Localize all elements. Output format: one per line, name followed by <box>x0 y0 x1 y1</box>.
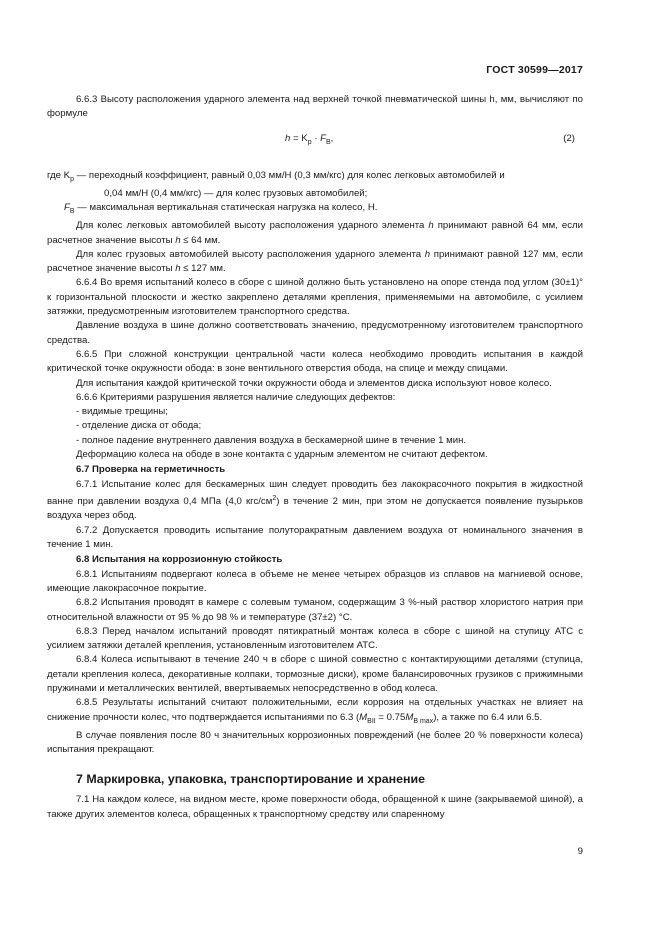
list-item: - отделение диска от обода; <box>76 420 202 432</box>
para-6-6-6: 6.6.6 Критериями разрушения является наличие следующих дефектов: <box>76 391 396 403</box>
para-6-6-5: 6.6.5 При сложной конструкции центральной части колеса необходимо проводить испытания в каждой критической точке окружности обода: в зоне вентильного отверстия обода, на спице и между спицами. <box>47 348 583 375</box>
document-body <box>47 93 583 822</box>
list-item: - полное падение внутреннего давления воздуха в бескамерной шине в течение 1 мин. <box>76 434 467 446</box>
para-6-8-3: 6.8.3 Перед началом испытаний проводят пятикратный монтаж колеса в сборе с шиной на ступицу АТС с усилием затяжки деталей крепления, установленным изготовителем АТС. <box>47 625 583 652</box>
para-6-7-1: 6.7.1 Испытание колес для бескамерных шин следует проводить без лакокрасочного покрытия в жидкостной ванне при давлении воздуха 0,4 МПа (4,0 кгс/$см^2$) в течение 2 мин, при этом не допускается появление пузырьков воздуха через обод. <box>47 478 583 522</box>
where-kp-cont: 0,04 мм/Н (0,4 мм/кгс) — для колес грузовых автомобилей; <box>104 187 368 199</box>
formula-2 <box>47 128 583 166</box>
para-6-8-6: В случае появления после 80 ч значительных коррозионных повреждений (не более 20 % поверхности колеса) испытания прекращают. <box>47 729 583 756</box>
para-6-7-2: 6.7.2 Допускается проводить испытание полуторакратным давлением воздуха от номинального значения в течение 1 мин. <box>47 524 583 551</box>
para-cars: Для колес легковых автомобилей высоту расположения ударного элемента h принимают равной 64 мм, если расчетное значение высоты h ≤ 64 мм. <box>47 220 583 246</box>
list-item: - видимые трещины; <box>76 406 168 418</box>
para-6-8-5: 6.8.5 Результаты испытаний считают положительными, если коррозия на отдельных участках не влияет на снижение прочности колес, что подтверждается испытаниями по 6.3 $(M_{BII} = 0.75M_{B max})$, а также по 6.4 или 6.5. <box>47 697 583 725</box>
where-fb: $F_В$ — максимальная вертикальная статическая нагрузка на колесо, Н. <box>64 202 378 215</box>
para-6-8-1: 6.8.1 Испытаниям подвергают колеса в объеме не менее четырех образцов из сплавов на магниевой основе, имеющие лакокрасочное покрытие. <box>47 568 583 594</box>
standard-code: ГОСТ 30599—2017 <box>486 64 583 76</box>
para-6-6-3: 6.6.3 Высоту расположения ударного элемента над верхней точкой пневматической шины h, мм, вычисляют по формуле <box>47 94 583 120</box>
where-kp: где $K_р$ — переходный коэффициент, равный 0,03 мм/Н (0,3 мм/кгс) для колес легковых автомобилей и <box>47 169 505 183</box>
para-6-6-4: 6.6.4 Во время испытаний колесо в сборе с шиной должно быть установлено на опоре стенда под углом (30±1)° к горизонтальной плоскости и жестко закреплено деталями крепления, применяемыми на автомобиле, с усилием затяжки, предусмотренным изготовителем транспортного средства. <box>47 277 583 318</box>
formula-expression: $h = K_р \cdot F_В$, <box>285 132 334 146</box>
formula-number: (2) <box>563 132 575 144</box>
page-number: 9 <box>577 846 583 857</box>
para-deformation: Деформацию колеса на ободе в зоне контакта с ударным элементом не считают дефектом. <box>76 449 488 461</box>
para-trucks: Для колес грузовых автомобилей высоту расположения ударного элемента h принимают равной 127 мм, если расчетное значение высоты h ≤ 127 мм. <box>47 248 583 275</box>
section-6-8-title: 6.8 Испытания на коррозионную стойкость <box>76 554 283 566</box>
para-6-8-2: 6.8.2 Испытания проводят в камере с солевым туманом, содержащим 3 %-ный раствор хлористого натрия при относительной влажности от 95 % до 98 % и температуре (37±2) °С. <box>47 597 583 623</box>
para-new-wheel: Для испытания каждой критической точки окружности обода и элементов диска используют новое колесо. <box>76 377 552 389</box>
section-7-heading: 7 Маркировка, упаковка, транспортирование и хранение <box>76 772 426 787</box>
section-6-7-title: 6.7 Проверка на герметичность <box>76 464 226 476</box>
para-6-8-4: 6.8.4 Колеса испытывают в течение 240 ч в сборе с шиной совместно с контактирующими деталями (ступица, детали крепления колеса, декоративные колпаки, тормозные диски), кроме балансировочных грузиков с прижимными пружинами и металлических вентилей, ввертываемых непосредственно в обод колеса. <box>47 654 583 694</box>
para-7-1: 7.1 На каждом колесе, на видном месте, кроме поверхности обода, обращенной к шине (закрываемой шиной), а также других элементов колеса, обращенных к транспортному средству или спаренному <box>47 794 583 820</box>
para-pressure: Давление воздуха в шине должно соответствовать значению, предусмотренному изготовителем транспортного средства. <box>47 320 583 346</box>
